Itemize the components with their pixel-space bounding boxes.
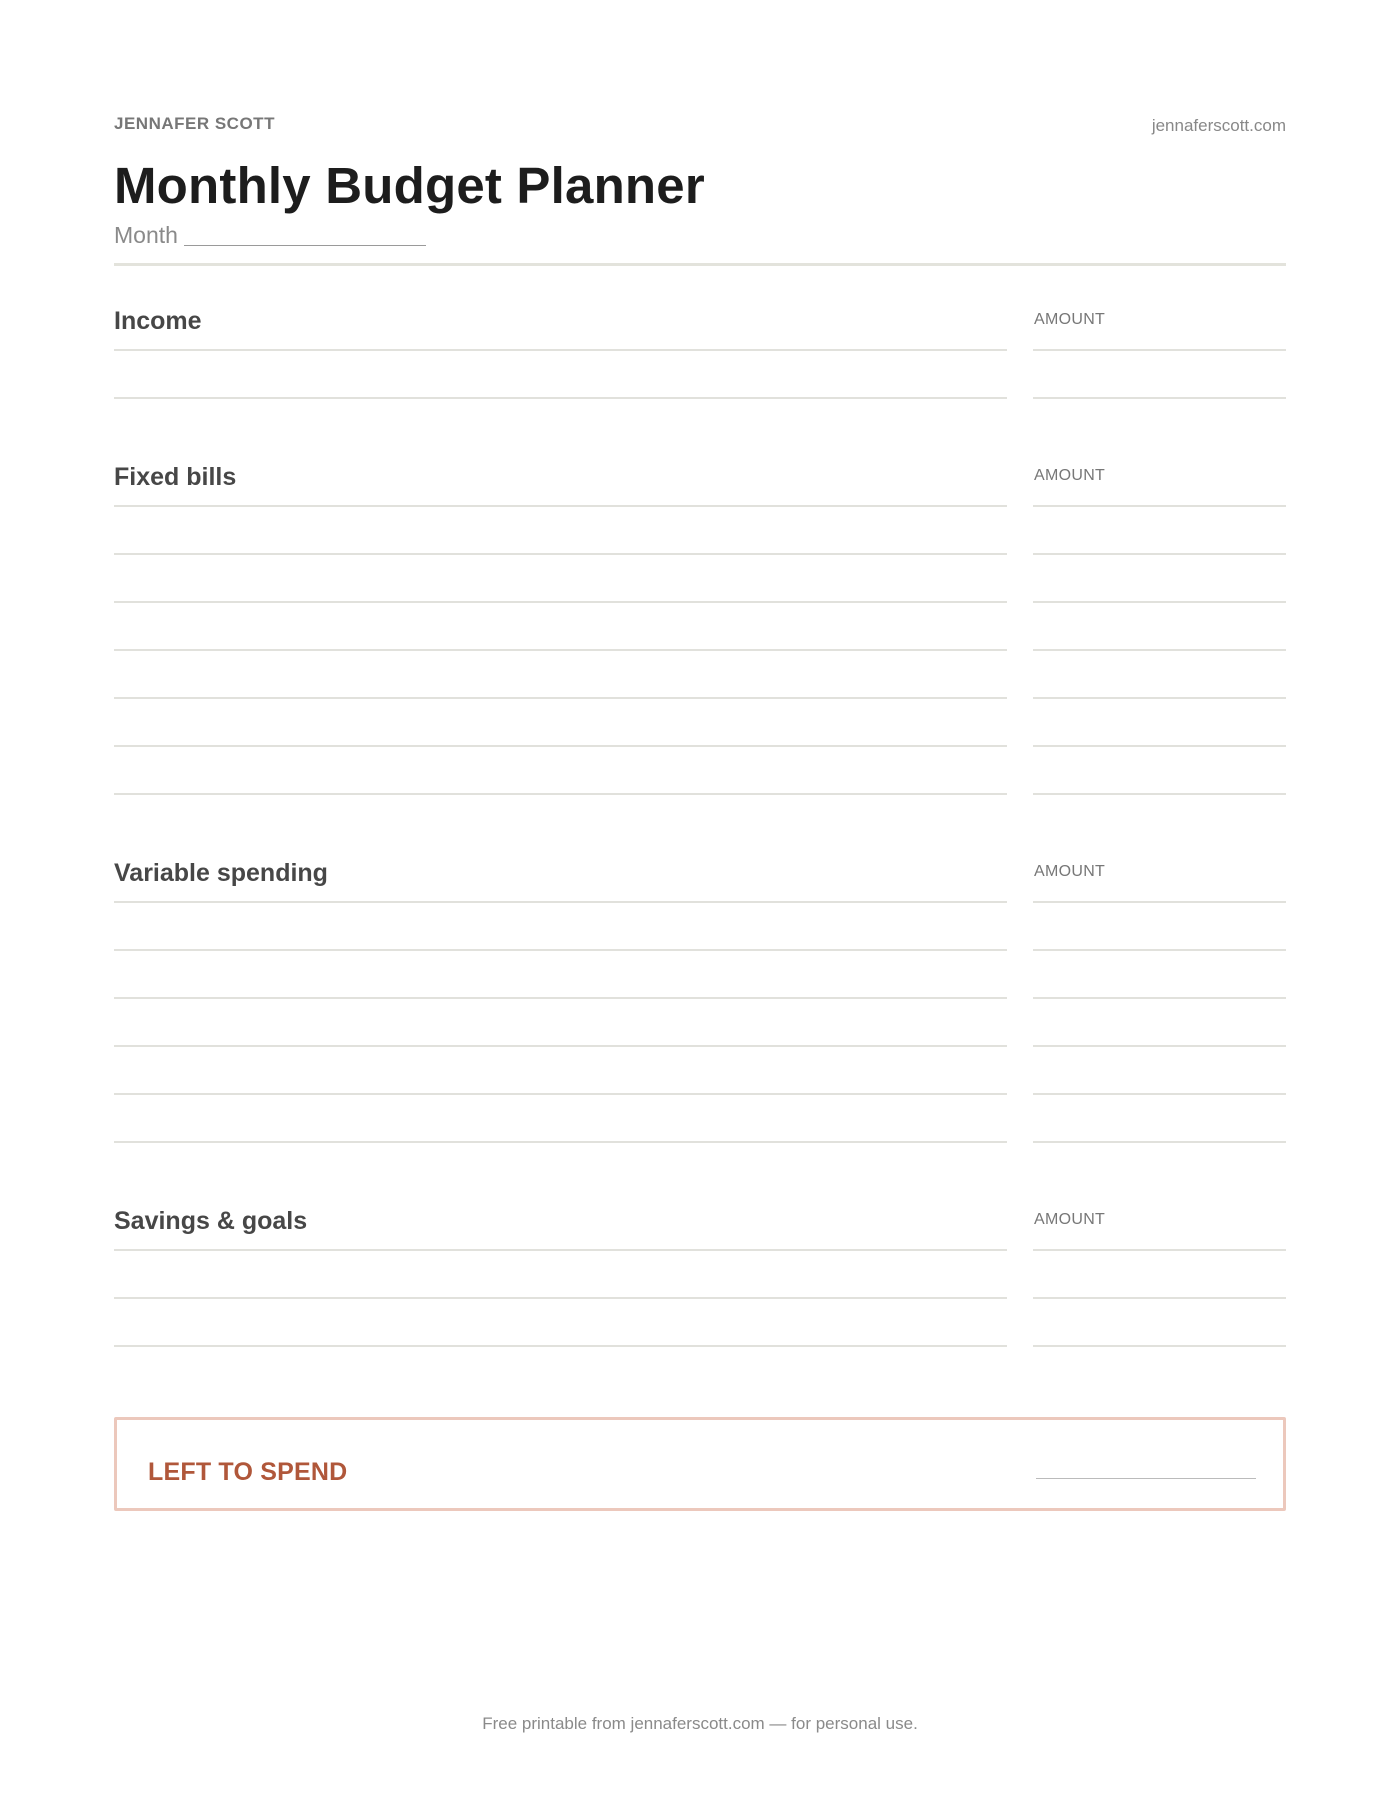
left-to-spend-amount-line[interactable] — [1036, 1478, 1256, 1479]
brand-name: JENNAFER SCOTT — [114, 114, 275, 133]
entry-line[interactable] — [114, 1297, 1007, 1299]
amount-line[interactable] — [1033, 1045, 1286, 1047]
entry-line[interactable] — [114, 601, 1007, 603]
entry-line[interactable] — [114, 697, 1007, 699]
entry-line[interactable] — [114, 997, 1007, 999]
amount-line[interactable] — [1033, 1141, 1286, 1143]
entry-line[interactable] — [114, 1045, 1007, 1047]
month-field — [114, 222, 426, 249]
month-label: Month — [114, 222, 178, 248]
amount-line[interactable] — [1033, 1297, 1286, 1299]
section-title: Savings & goals — [114, 1207, 308, 1235]
amount-line[interactable] — [1033, 793, 1286, 795]
entry-line[interactable] — [114, 649, 1007, 651]
amount-line[interactable] — [1033, 997, 1286, 999]
budget-planner-page — [114, 0, 1286, 1812]
left-to-spend-label: LEFT TO SPEND — [148, 1458, 348, 1486]
section-title: Variable spending — [114, 859, 328, 887]
month-input-line[interactable] — [184, 245, 426, 246]
amount-line[interactable] — [1033, 505, 1286, 507]
amount-column-label: AMOUNT — [1034, 467, 1106, 484]
page-title: Monthly Budget Planner — [114, 157, 705, 214]
header-divider — [114, 263, 1286, 266]
entry-line[interactable] — [114, 745, 1007, 747]
site-url[interactable]: jennaferscott.com — [1151, 116, 1286, 135]
entry-line[interactable] — [114, 397, 1007, 399]
amount-line[interactable] — [1033, 349, 1286, 351]
entry-line[interactable] — [114, 949, 1007, 951]
entry-line[interactable] — [114, 1141, 1007, 1143]
amount-line[interactable] — [1033, 745, 1286, 747]
entry-line[interactable] — [114, 505, 1007, 507]
amount-line[interactable] — [1033, 901, 1286, 903]
section-title: Fixed bills — [114, 463, 237, 491]
amount-line[interactable] — [1033, 397, 1286, 399]
amount-column-label: AMOUNT — [1034, 311, 1106, 328]
entry-line[interactable] — [114, 901, 1007, 903]
entry-line[interactable] — [114, 793, 1007, 795]
entry-line[interactable] — [114, 1093, 1007, 1095]
left-to-spend-box — [114, 1417, 1286, 1511]
entry-line[interactable] — [114, 349, 1007, 351]
amount-line[interactable] — [1033, 1093, 1286, 1095]
entry-line[interactable] — [114, 553, 1007, 555]
amount-line[interactable] — [1033, 553, 1286, 555]
amount-line[interactable] — [1033, 1345, 1286, 1347]
section-title: Income — [114, 307, 202, 335]
amount-column-label: AMOUNT — [1034, 1211, 1106, 1228]
amount-line[interactable] — [1033, 649, 1286, 651]
amount-line[interactable] — [1033, 697, 1286, 699]
amount-column-label: AMOUNT — [1034, 863, 1106, 880]
amount-line[interactable] — [1033, 1249, 1286, 1251]
entry-line[interactable] — [114, 1345, 1007, 1347]
amount-line[interactable] — [1033, 949, 1286, 951]
footer-note: Free printable from jennaferscott.com — for personal use. — [482, 1714, 918, 1733]
entry-line[interactable] — [114, 1249, 1007, 1251]
amount-line[interactable] — [1033, 601, 1286, 603]
